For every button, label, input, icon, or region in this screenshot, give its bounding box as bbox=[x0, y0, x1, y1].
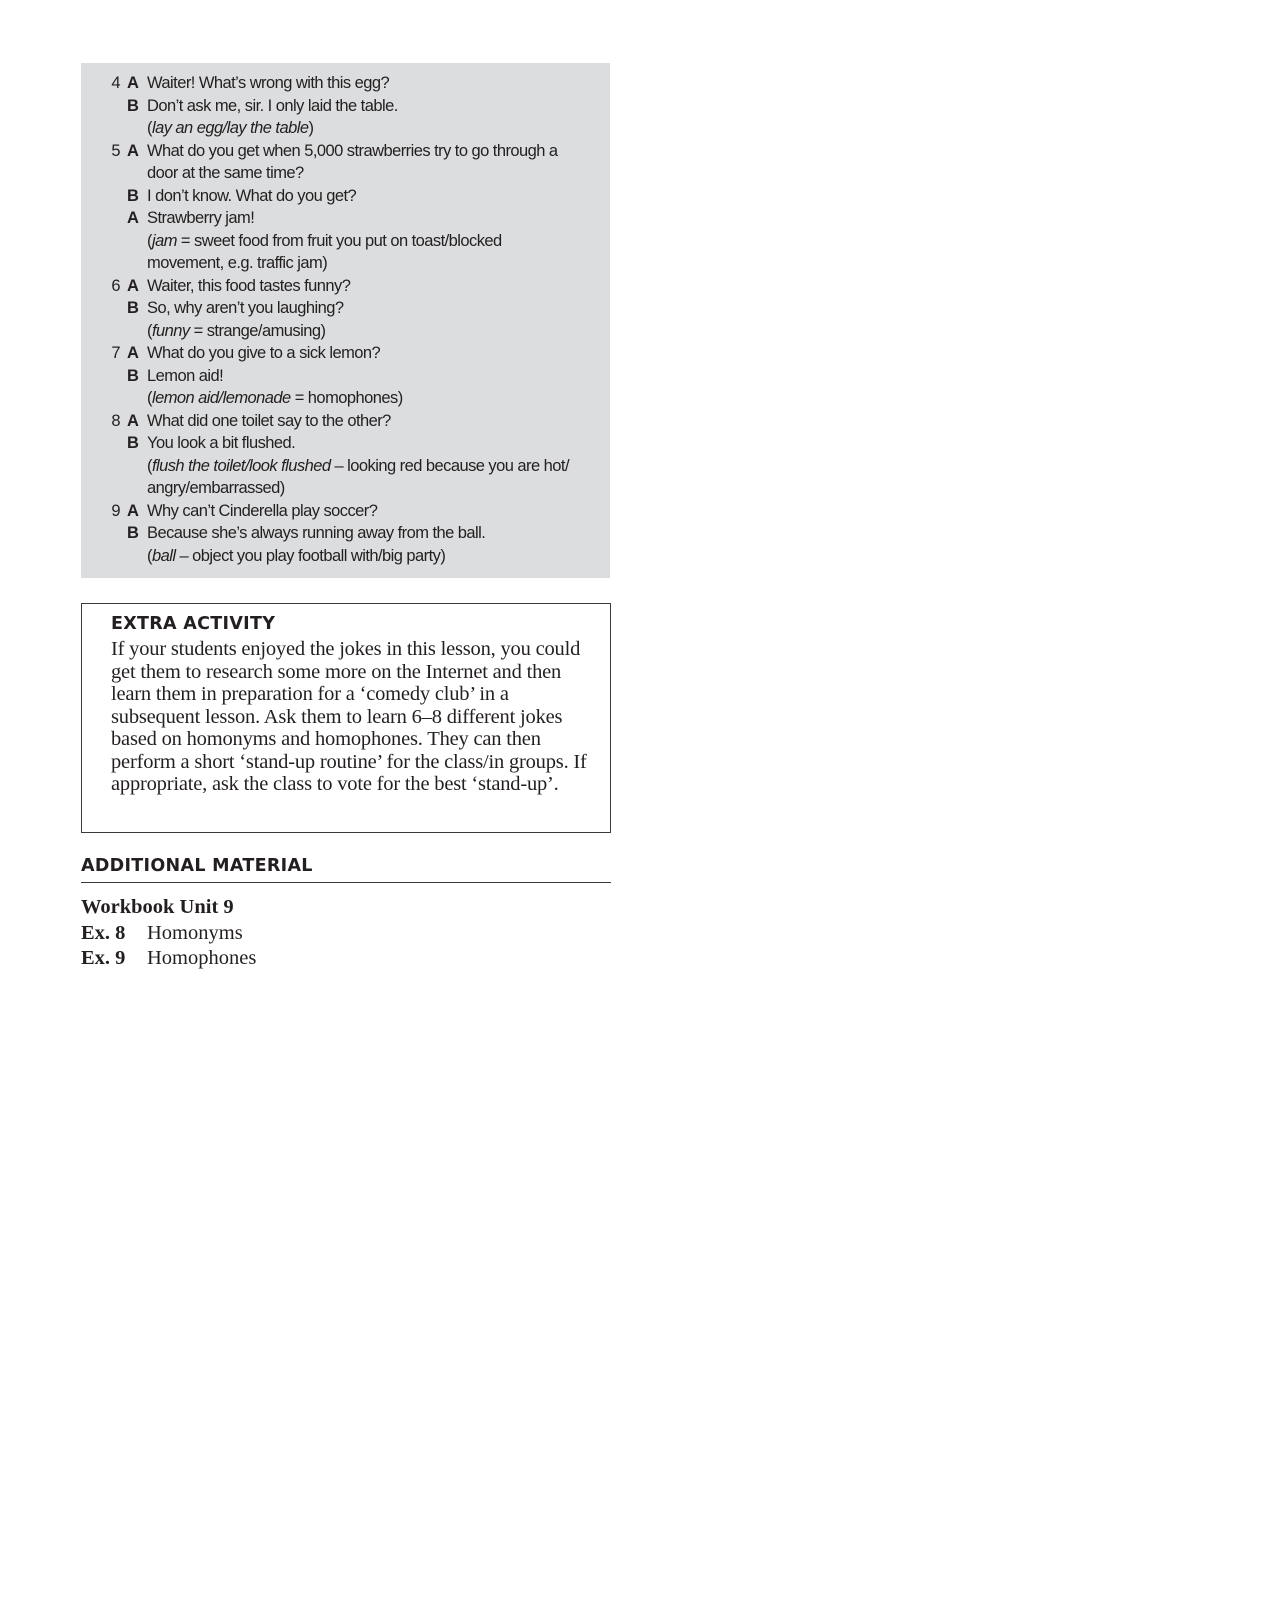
exercise-label: Ex. 9 bbox=[81, 947, 126, 969]
joke-text bbox=[147, 545, 445, 568]
exercise-name: Homonyms bbox=[147, 921, 243, 944]
text-segment: ( bbox=[147, 456, 152, 475]
text-segment: What do you get when 5,000 strawberries try to go through a bbox=[147, 141, 558, 160]
joke-text bbox=[147, 275, 350, 298]
speaker-label: A bbox=[127, 141, 139, 160]
joke-number: 4 bbox=[111, 74, 120, 92]
italic-term: ball bbox=[151, 546, 176, 565]
joke-number: 7 bbox=[111, 344, 120, 362]
speaker-label: B bbox=[127, 366, 139, 385]
joke-line bbox=[81, 297, 610, 320]
text-segment: ) bbox=[308, 119, 314, 137]
extra-activity-box bbox=[81, 603, 611, 833]
joke-text bbox=[147, 162, 304, 185]
text-segment: door at the same time? bbox=[147, 164, 304, 182]
text-segment: Don’t ask me, sir. I only laid the table. bbox=[147, 96, 398, 115]
joke-text bbox=[147, 185, 356, 208]
text-segment: ( bbox=[147, 546, 152, 565]
joke-line bbox=[81, 522, 610, 545]
joke-line bbox=[81, 207, 610, 230]
text-segment: I don’t know. What do you get? bbox=[147, 186, 357, 205]
speaker-label: B bbox=[127, 96, 139, 115]
joke-line bbox=[81, 365, 610, 388]
text-segment: Why can’t Cinderella play soccer? bbox=[147, 501, 378, 520]
joke-text bbox=[147, 230, 502, 253]
joke-text bbox=[147, 522, 485, 545]
joke-line bbox=[81, 95, 610, 118]
joke-line bbox=[81, 477, 610, 500]
joke-number: 5 bbox=[111, 141, 120, 160]
joke-number: 8 bbox=[111, 411, 120, 430]
joke-text bbox=[147, 432, 295, 455]
joke-line bbox=[81, 455, 610, 478]
text-segment: Lemon aid! bbox=[147, 366, 224, 385]
joke-text bbox=[147, 140, 558, 163]
text-segment: – object you play football with/big party) bbox=[175, 546, 446, 565]
joke-text bbox=[147, 410, 391, 433]
speaker-label: A bbox=[127, 276, 139, 295]
speaker-label: A bbox=[127, 501, 139, 520]
additional-material-title: ADDITIONAL MATERIAL bbox=[81, 856, 611, 883]
joke-text bbox=[147, 365, 223, 388]
joke-number: 9 bbox=[111, 501, 120, 520]
joke-text bbox=[147, 387, 403, 410]
speaker-label: B bbox=[127, 524, 139, 542]
exercise-name: Homophones bbox=[147, 947, 257, 969]
joke-text bbox=[147, 500, 377, 523]
speaker-label: A bbox=[127, 411, 139, 430]
text-segment: = strange/amusing) bbox=[189, 321, 326, 340]
joke-line bbox=[81, 320, 610, 343]
joke-text bbox=[147, 117, 313, 140]
joke-text bbox=[147, 455, 569, 478]
exercise-row bbox=[81, 946, 257, 972]
text-segment: Waiter, this food tastes funny? bbox=[147, 276, 351, 295]
joke-text bbox=[147, 320, 325, 343]
joke-line bbox=[81, 342, 610, 365]
exercise-row bbox=[81, 921, 243, 947]
additional-material-list bbox=[81, 895, 257, 972]
joke-line bbox=[81, 500, 610, 523]
text-segment: = sweet food from fruit you put on toast/blocked bbox=[176, 231, 502, 250]
text-segment: angry/embarrassed) bbox=[147, 479, 285, 497]
italic-term: funny bbox=[151, 321, 190, 340]
joke-line bbox=[81, 432, 610, 455]
joke-line bbox=[81, 252, 610, 275]
joke-text bbox=[147, 207, 254, 230]
italic-term: lay an egg/lay the table bbox=[151, 119, 309, 137]
speaker-label: A bbox=[127, 209, 139, 227]
speaker-label: B bbox=[127, 434, 139, 452]
speaker-label: A bbox=[127, 74, 139, 92]
extra-activity-body: If your students enjoyed the jokes in this lesson, you could get them to research some more on the Internet and then learn them in preparation for a ‘comedy club’ in a subsequent lesson. Ask them to learn 6–8 different jokes based on homonyms and homophones. They can then perform a short ‘stand-up routine’ for the class/in groups. If appropriate, ask the class to vote for the best ‘stand-up’. bbox=[111, 638, 587, 795]
speaker-label: B bbox=[127, 299, 139, 317]
italic-term: jam bbox=[151, 231, 177, 250]
joke-line bbox=[81, 185, 610, 208]
text-segment: ( bbox=[147, 231, 152, 250]
joke-line bbox=[81, 162, 610, 185]
joke-number: 6 bbox=[111, 276, 120, 295]
text-segment: Waiter! What’s wrong with this egg? bbox=[147, 74, 390, 92]
text-segment: What do you give to a sick lemon? bbox=[147, 344, 381, 362]
text-segment: Because she’s always running away from the ball. bbox=[147, 524, 486, 542]
joke-text bbox=[147, 342, 380, 365]
text-segment: Strawberry jam! bbox=[147, 209, 255, 227]
text-segment: ( bbox=[147, 119, 152, 137]
text-segment: ( bbox=[147, 389, 152, 407]
joke-text bbox=[147, 95, 398, 118]
joke-line bbox=[81, 72, 610, 95]
text-segment: You look a bit flushed. bbox=[147, 434, 296, 452]
text-segment: So, why aren’t you laughing? bbox=[147, 299, 344, 317]
joke-line bbox=[81, 230, 610, 253]
text-segment: – looking red because you are hot/ bbox=[330, 456, 569, 475]
workbook-unit: Workbook Unit 9 bbox=[81, 896, 234, 918]
joke-line bbox=[81, 275, 610, 298]
joke-line bbox=[81, 387, 610, 410]
text-segment: What did one toilet say to the other? bbox=[147, 411, 391, 430]
joke-text bbox=[147, 72, 389, 95]
text-segment: = homophones) bbox=[290, 389, 403, 407]
joke-line bbox=[81, 410, 610, 433]
extra-activity-title: EXTRA ACTIVITY bbox=[111, 614, 276, 634]
joke-line bbox=[81, 545, 610, 568]
speaker-label: B bbox=[127, 186, 139, 205]
joke-text bbox=[147, 252, 327, 275]
joke-line bbox=[81, 140, 610, 163]
jokes-answer-box bbox=[81, 63, 610, 578]
speaker-label: A bbox=[127, 344, 139, 362]
joke-text bbox=[147, 297, 344, 320]
italic-term: lemon aid/lemonade bbox=[151, 389, 291, 407]
joke-line bbox=[81, 117, 610, 140]
text-segment: ( bbox=[147, 321, 152, 340]
text-segment: movement, e.g. traffic jam) bbox=[147, 254, 328, 272]
joke-text bbox=[147, 477, 285, 500]
italic-term: flush the toilet/look flushed bbox=[151, 456, 331, 475]
exercise-label: Ex. 8 bbox=[81, 921, 126, 944]
